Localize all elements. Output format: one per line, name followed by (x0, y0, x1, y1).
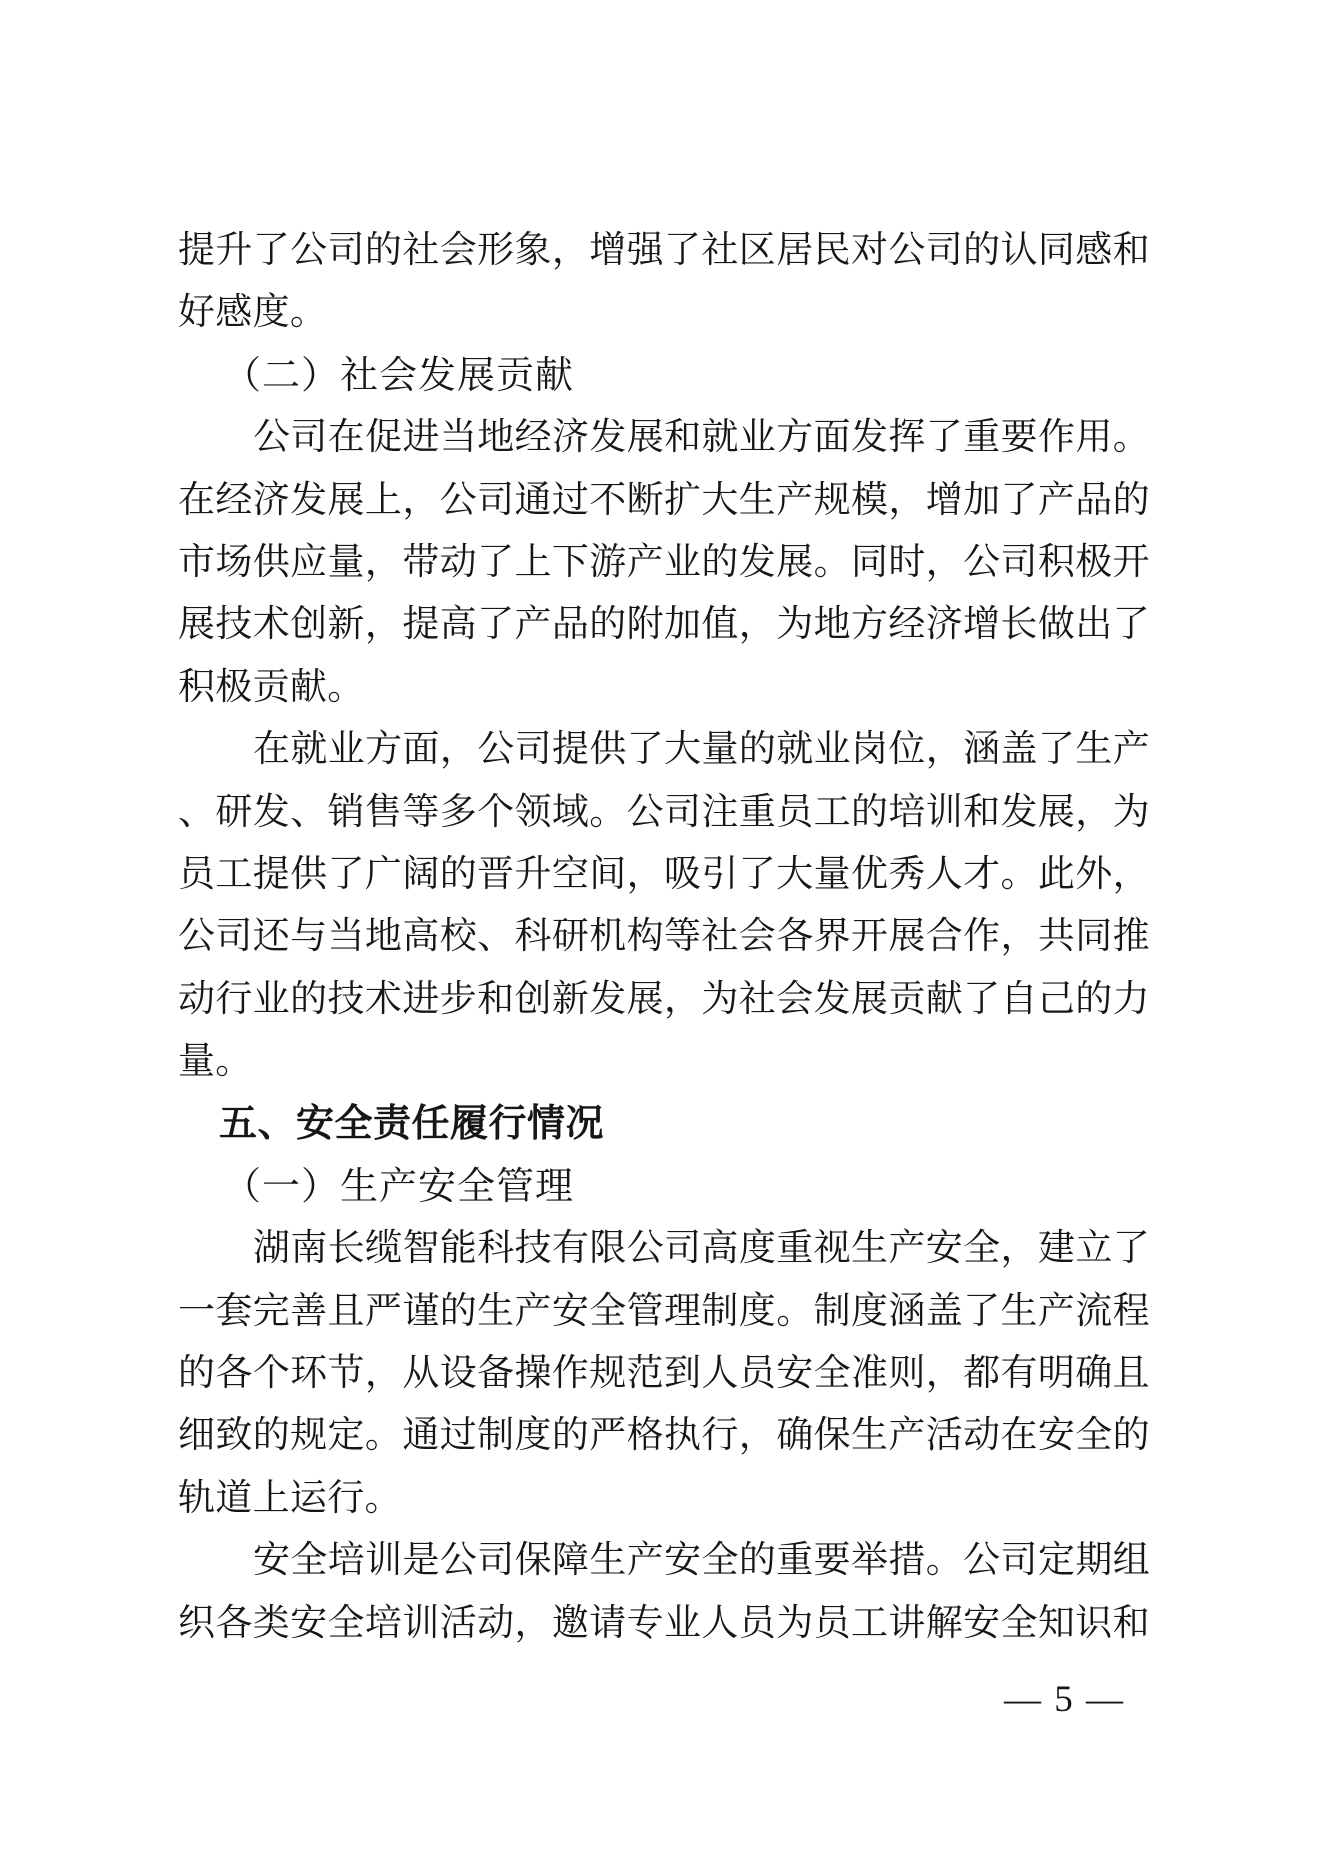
text-line: 提升了公司的社会形象，增强了社区居民对公司的认同感和 (178, 230, 1150, 271)
text-line: 在经济发展上，公司通过不断扩大生产规模，增加了产品的 (178, 479, 1150, 521)
sub-heading: （二）社会发展贡献 (223, 354, 575, 397)
text-line: 积极贡献。 (178, 666, 365, 708)
text-line: 湖南长缆智能科技有限公司高度重视生产安全，建立了 (253, 1228, 1150, 1270)
text-line: 安全培训是公司保障生产安全的重要举措。公司定期组 (253, 1540, 1150, 1582)
page-number: — 5 — (1004, 1679, 1125, 1720)
text-line: 在就业方面，公司提供了大量的就业岗位，涵盖了生产 (253, 729, 1150, 771)
text-line: 的各个环节，从设备操作规范到人员安全准则，都有明确且 (178, 1353, 1150, 1395)
text-line: 公司还与当地高校、科研机构等社会各界开展合作，共同推 (178, 916, 1150, 958)
text-line: 公司在促进当地经济发展和就业方面发挥了重要作用。 (253, 417, 1150, 459)
text-line: 动行业的技术进步和创新发展，为社会发展贡献了自己的力 (178, 978, 1150, 1020)
text-line: 展技术创新，提高了产品的附加值，为地方经济增长做出了 (178, 604, 1150, 646)
text-line: 细致的规定。通过制度的严格执行，确保生产活动在安全的 (178, 1415, 1150, 1457)
text-line: 好感度。 (178, 292, 328, 334)
text-line: 市场供应量，带动了上下游产业的发展。同时，公司积极开 (178, 541, 1150, 583)
text-line: 轨道上运行。 (178, 1477, 402, 1519)
text-line: 员工提供了广阔的晋升空间，吸引了大量优秀人才。此外， (178, 853, 1150, 895)
text-line: 、研发、销售等多个领域。公司注重员工的培训和发展，为 (178, 791, 1150, 833)
text-line: 量。 (178, 1041, 253, 1083)
text-line: 一套完善且严谨的生产安全管理制度。制度涵盖了生产流程 (178, 1290, 1150, 1332)
section-heading: 五、安全责任履行情况 (219, 1103, 605, 1146)
text-line: 织各类安全培训活动，邀请专业人员为员工讲解安全知识和 (178, 1602, 1150, 1644)
document-lines (178, 220, 1150, 1655)
sub-heading: （一）生产安全管理 (223, 1165, 575, 1208)
